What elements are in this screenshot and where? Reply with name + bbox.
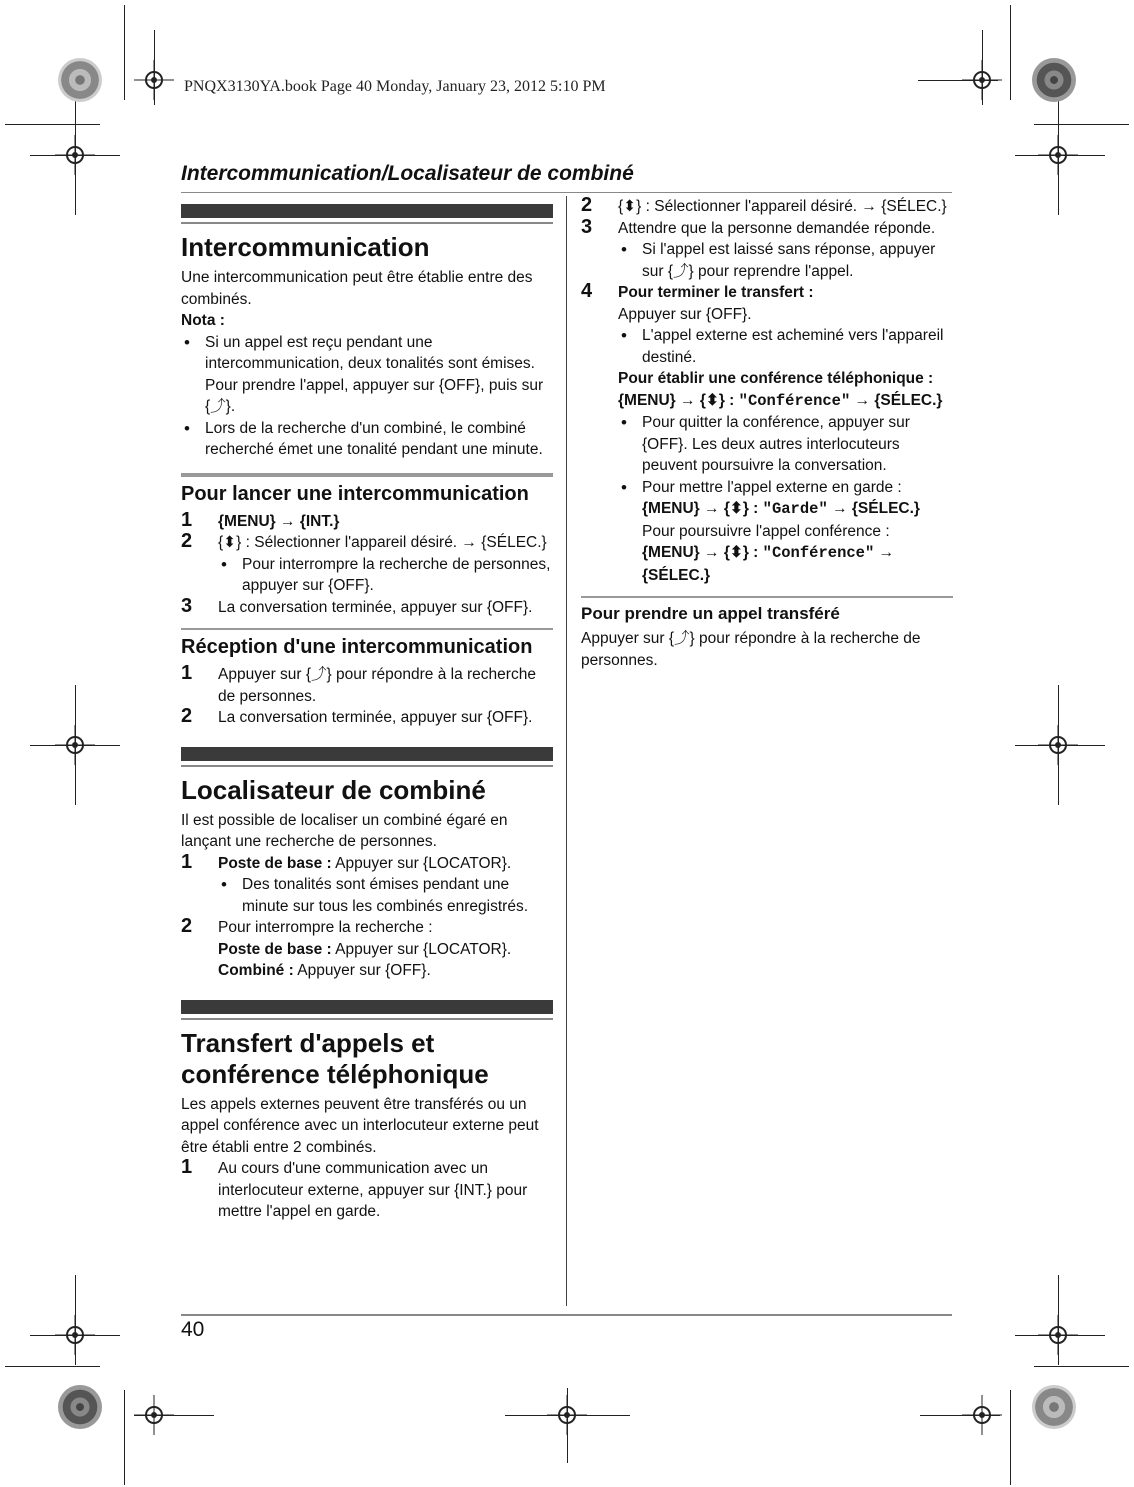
step: 2 {⬍} : Sélectionner l'appareil désiré. → {SÉLEC.} xyxy=(181,530,547,552)
key-sequence: {MENU} → {⬍} : xyxy=(642,544,759,561)
take-transfer-text: Appuyer sur {⤴} pour répondre à la recherche de personnes. xyxy=(581,630,921,669)
left-column xyxy=(181,204,553,1223)
list-item: • Si l'appel est laissé sans réponse, appuyer sur {⤴} pour reprendre l'appel. xyxy=(618,239,953,282)
page-number: 40 xyxy=(181,1318,205,1341)
column-divider xyxy=(566,196,567,1306)
step: 2 {⬍} : Sélectionner l'appareil désiré. → {SÉLEC.} xyxy=(581,194,947,216)
step: 2 La conversation terminée, appuyer sur {OFF}. xyxy=(181,705,533,727)
heading-locator: Localisateur de combiné xyxy=(181,774,486,805)
step-text: Appuyer sur {⤴} pour répondre à la recherche de personnes. xyxy=(218,666,536,705)
list-item: • Si un appel est reçu pendant une intercommunication, deux tonalités sont émises. Pour prendre l'appel, appuyer sur {OFF}, puis sur {⤴}. xyxy=(181,332,553,418)
key-sequence: → {SÉLEC.} xyxy=(854,391,943,409)
section-bar xyxy=(181,204,553,218)
heading-launch: Pour lancer une intercommunication xyxy=(181,482,529,505)
list-item: • Pour quitter la conférence, appuyer sur {OFF}. Les deux autres interlocuteurs peuvent poursuivre la conversation. xyxy=(618,412,953,477)
menu-option: "Garde" xyxy=(762,500,828,518)
heading-reception: Réception d'une intercommunication xyxy=(181,636,533,658)
step-text: {MENU} → {INT.} xyxy=(218,512,340,530)
menu-option: "Conférence" xyxy=(738,391,851,410)
locator-intro: Il est possible de localiser un combiné égaré en lançant une recherche de personnes. xyxy=(181,811,508,850)
list-item: • Des tonalités sont émises pendant une minute sur tous les combinés enregistrés. xyxy=(218,874,553,917)
step-label: Poste de base : xyxy=(218,854,332,872)
heading-line: Transfert d'appels et xyxy=(181,1027,435,1058)
footer-rule xyxy=(181,1314,952,1316)
key-sequence: → {SÉLEC.} xyxy=(832,500,920,517)
step-text: La conversation terminée, appuyer sur {OFF}. xyxy=(218,598,533,616)
key-sequence: → {SÉLEC.} xyxy=(642,544,895,584)
section-bar xyxy=(181,1000,553,1014)
list-item: • L'appel externe est acheminé vers l'appareil destiné. xyxy=(618,325,953,368)
menu-option: "Conférence" xyxy=(762,544,875,562)
step: 4 Pour terminer le transfert : xyxy=(581,280,814,302)
step: 1 {MENU} → {INT.} xyxy=(181,508,340,531)
step: 2 Pour interrompre la recherche : xyxy=(181,915,433,937)
right-column xyxy=(581,196,953,671)
key-sequence: {MENU} → {⬍} : xyxy=(618,391,735,409)
section-bar xyxy=(181,747,553,761)
key-sequence: {MENU} → {⬍} : xyxy=(642,500,759,517)
step-text: {⬍} : Sélectionner l'appareil désiré. → {SÉLEC.} xyxy=(618,198,947,215)
step-text: Pour interrompre la recherche : xyxy=(218,919,433,936)
step-text: {⬍} : Sélectionner l'appareil désiré. → {SÉLEC.} xyxy=(218,534,547,551)
title-rule xyxy=(181,192,952,193)
list-item-text: • Pour mettre l'appel externe en garde : xyxy=(642,478,902,496)
step-text: Appuyer sur {LOCATOR}. xyxy=(335,940,512,958)
list-item: • Lors de la recherche d'un combiné, le combiné recherché émet une tonalité pendant une minute. xyxy=(181,418,553,461)
list-item-text: Pour poursuivre l'appel conférence : xyxy=(642,522,890,540)
step-text: Appuyer sur {LOCATOR}. xyxy=(335,854,512,872)
conf-title: Pour établir une conférence téléphonique : xyxy=(618,370,934,387)
step: 1 Au cours d'une communication avec un interlocuteur externe, appuyer sur {INT.} pour mettre l'appel en garde. xyxy=(181,1156,528,1220)
heading-take-transfer: Pour prendre un appel transféré xyxy=(581,604,840,623)
step-text: Appuyer sur {OFF}. xyxy=(618,305,752,323)
intercom-intro: Une intercommunication peut être établie entre des combinés. xyxy=(181,269,533,308)
list-item: • Pour interrompre la recherche de personnes, appuyer sur {OFF}. xyxy=(218,554,553,597)
step-text: Attendre que la personne demandée réponde. xyxy=(618,219,936,237)
step: 3 La conversation terminée, appuyer sur {OFF}. xyxy=(181,594,533,617)
step-text: La conversation terminée, appuyer sur {OFF}. xyxy=(218,709,533,726)
book-header: PNQX3130YA.book Page 40 Monday, January 23, 2012 5:10 PM xyxy=(184,78,606,95)
heading-intercom: Intercommunication xyxy=(181,232,430,262)
step-text: Appuyer sur {OFF}. xyxy=(297,962,431,979)
step-title: Pour terminer le transfert : xyxy=(618,284,814,301)
transfer-intro: Les appels externes peuvent être transférés ou un appel conférence avec un interlocuteur externe peut être établi entre 2 combinés. xyxy=(181,1095,539,1156)
section-title: Intercommunication/Localisateur de combiné xyxy=(181,162,634,185)
step-text: Au cours d'une communication avec un interlocuteur externe, appuyer sur {INT.} pour mettre l'appel en garde. xyxy=(218,1160,528,1220)
step-label: Poste de base : xyxy=(218,940,332,958)
step-label: Combiné : xyxy=(218,962,294,979)
list-item xyxy=(618,477,953,587)
step: 1 Appuyer sur {⤴} pour répondre à la recherche de personnes. xyxy=(181,662,536,705)
heading-transfer xyxy=(181,1028,553,1090)
nota-label: Nota : xyxy=(181,312,225,329)
step: 1 Poste de base : Appuyer sur {LOCATOR}. xyxy=(181,850,512,873)
heading-line: conférence téléphonique xyxy=(181,1058,489,1089)
step: 3 Attendre que la personne demandée réponde. xyxy=(581,215,936,238)
